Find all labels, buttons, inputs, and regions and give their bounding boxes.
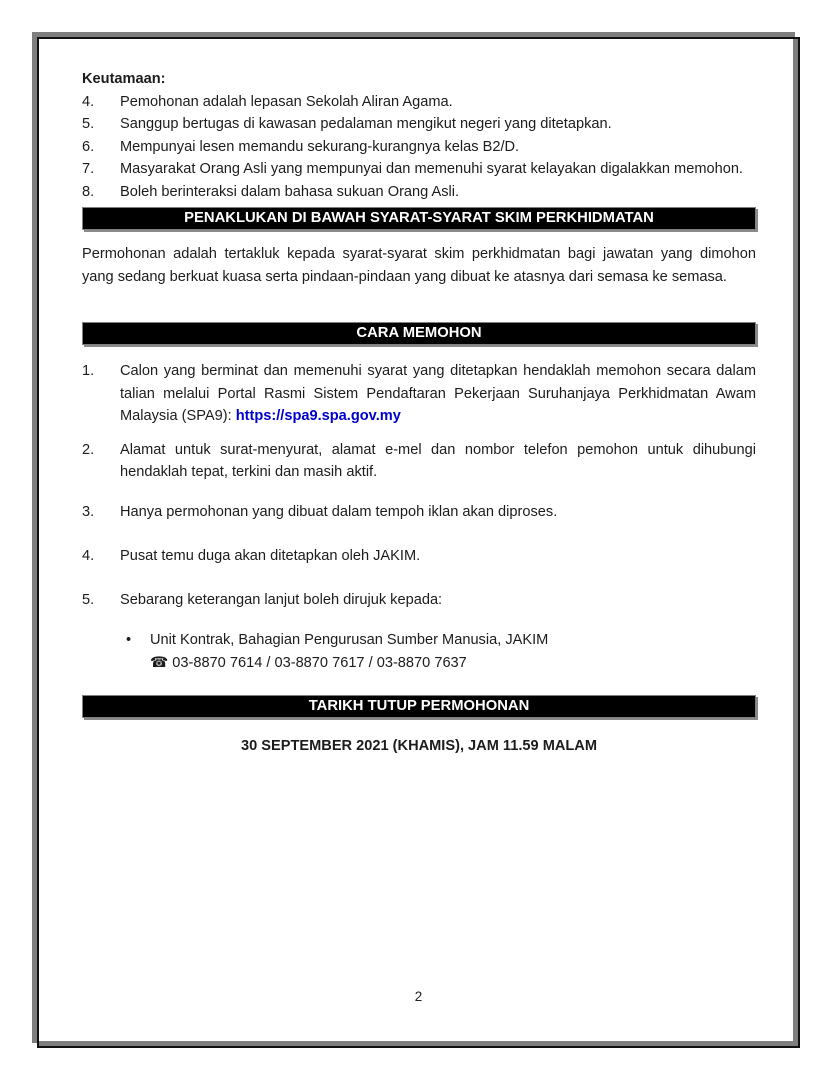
banner-title: PENAKLUKAN DI BAWAH SYARAT-SYARAT SKIM PERKHIDMATAN bbox=[184, 210, 654, 226]
list-item-text: Sanggup bertugas di kawasan pedalaman mengikut negeri yang ditetapkan. bbox=[120, 116, 612, 132]
list-item-number: 1. bbox=[82, 363, 95, 379]
list-item-number: 6. bbox=[82, 138, 95, 155]
page-number: 2 bbox=[414, 988, 423, 1004]
section-banner-tarikh-tutup bbox=[82, 695, 756, 718]
contact-block bbox=[82, 629, 756, 674]
contact-details bbox=[150, 629, 548, 674]
closing-date-text: 30 SEPTEMBER 2021 (KHAMIS), JAM 11.59 MALAM bbox=[240, 738, 597, 754]
list-item-text: Hanya permohonan yang dibuat dalam tempoh iklan akan diproses. bbox=[120, 503, 558, 520]
section-banner-cara-memohon bbox=[82, 322, 756, 345]
list-item-text bbox=[120, 360, 756, 428]
list-item bbox=[82, 91, 756, 114]
keutamaan-list bbox=[82, 91, 756, 204]
list-item bbox=[82, 158, 756, 181]
list-item-number: 3. bbox=[82, 503, 95, 520]
list-item-text: Alamat untuk surat-menyurat, alamat e-mel dan nombor telefon pemohon untuk dihubungi hendaklah tepat, terkini dan masih aktif. bbox=[120, 441, 756, 480]
list-item-text: Pemohonan adalah lepasan Sekolah Aliran Agama. bbox=[120, 93, 453, 110]
list-item-number: 7. bbox=[82, 161, 95, 177]
list-item-text-run: Calon yang berminat dan memenuhi syarat yang ditetapkan hendaklah memohon secara dalam talian melalui Portal Rasmi Sistem Pendaftaran Pekerjaan Suruhanjaya Perkhidmatan Awam Malaysia (SPA9): bbox=[120, 363, 756, 424]
list-item-number: 5. bbox=[82, 591, 95, 608]
spa9-portal-link[interactable]: https://spa9.spa.gov.my bbox=[235, 408, 401, 424]
keutamaan-heading: Keutamaan: bbox=[82, 71, 166, 87]
contact-unit-line: Unit Kontrak, Bahagian Pengurusan Sumber Manusia, JAKIM bbox=[150, 632, 549, 648]
list-item-text: Boleh berinteraksi dalam bahasa sukuan Orang Asli. bbox=[120, 183, 460, 200]
list-item-text: Pusat temu duga akan ditetapkan oleh JAKIM. bbox=[120, 548, 421, 564]
list-item bbox=[82, 181, 756, 204]
page-border-frame bbox=[37, 37, 800, 1048]
list-item-text: Mempunyai lesen memandu sekurang-kurangnya kelas B2/D. bbox=[120, 138, 520, 155]
list-item bbox=[82, 360, 756, 428]
list-item-number: 4. bbox=[82, 93, 95, 110]
list-item-number: 5. bbox=[82, 116, 95, 132]
banner-title: TARIKH TUTUP PERMOHONAN bbox=[308, 698, 530, 714]
list-item bbox=[82, 501, 756, 524]
list-item bbox=[82, 589, 756, 612]
penaklukan-paragraph: Permohonan adalah tertakluk kepada syarat-syarat skim perkhidmatan bagi jawatan yang dimohon yang sedang berkuat kuasa serta pindaan-pindaan yang dibuat ke atasnya dari semasa ke semasa. bbox=[82, 246, 756, 285]
list-item bbox=[82, 136, 756, 159]
list-item bbox=[82, 545, 756, 568]
list-item-number: 2. bbox=[82, 441, 95, 458]
list-item bbox=[82, 439, 756, 484]
section-banner-penaklukan bbox=[82, 207, 756, 230]
list-item-number: 8. bbox=[82, 183, 95, 200]
bullet-icon: • bbox=[126, 632, 132, 648]
list-item bbox=[82, 113, 756, 136]
list-item-number: 4. bbox=[82, 548, 95, 564]
list-item-text: Masyarakat Orang Asli yang mempunyai dan memenuhi syarat kelayakan digalakkan memohon. bbox=[120, 161, 743, 177]
list-item-text: Sebarang keterangan lanjut boleh dirujuk kepada: bbox=[120, 591, 443, 608]
banner-title: CARA MEMOHON bbox=[356, 325, 482, 341]
contact-phone-line: ☎ 03-8870 7614 / 03-8870 7617 / 03-8870 7637 bbox=[150, 654, 467, 671]
document-content bbox=[82, 39, 756, 758]
contact-bullet-item bbox=[126, 629, 756, 674]
cara-memohon-list bbox=[82, 360, 756, 611]
